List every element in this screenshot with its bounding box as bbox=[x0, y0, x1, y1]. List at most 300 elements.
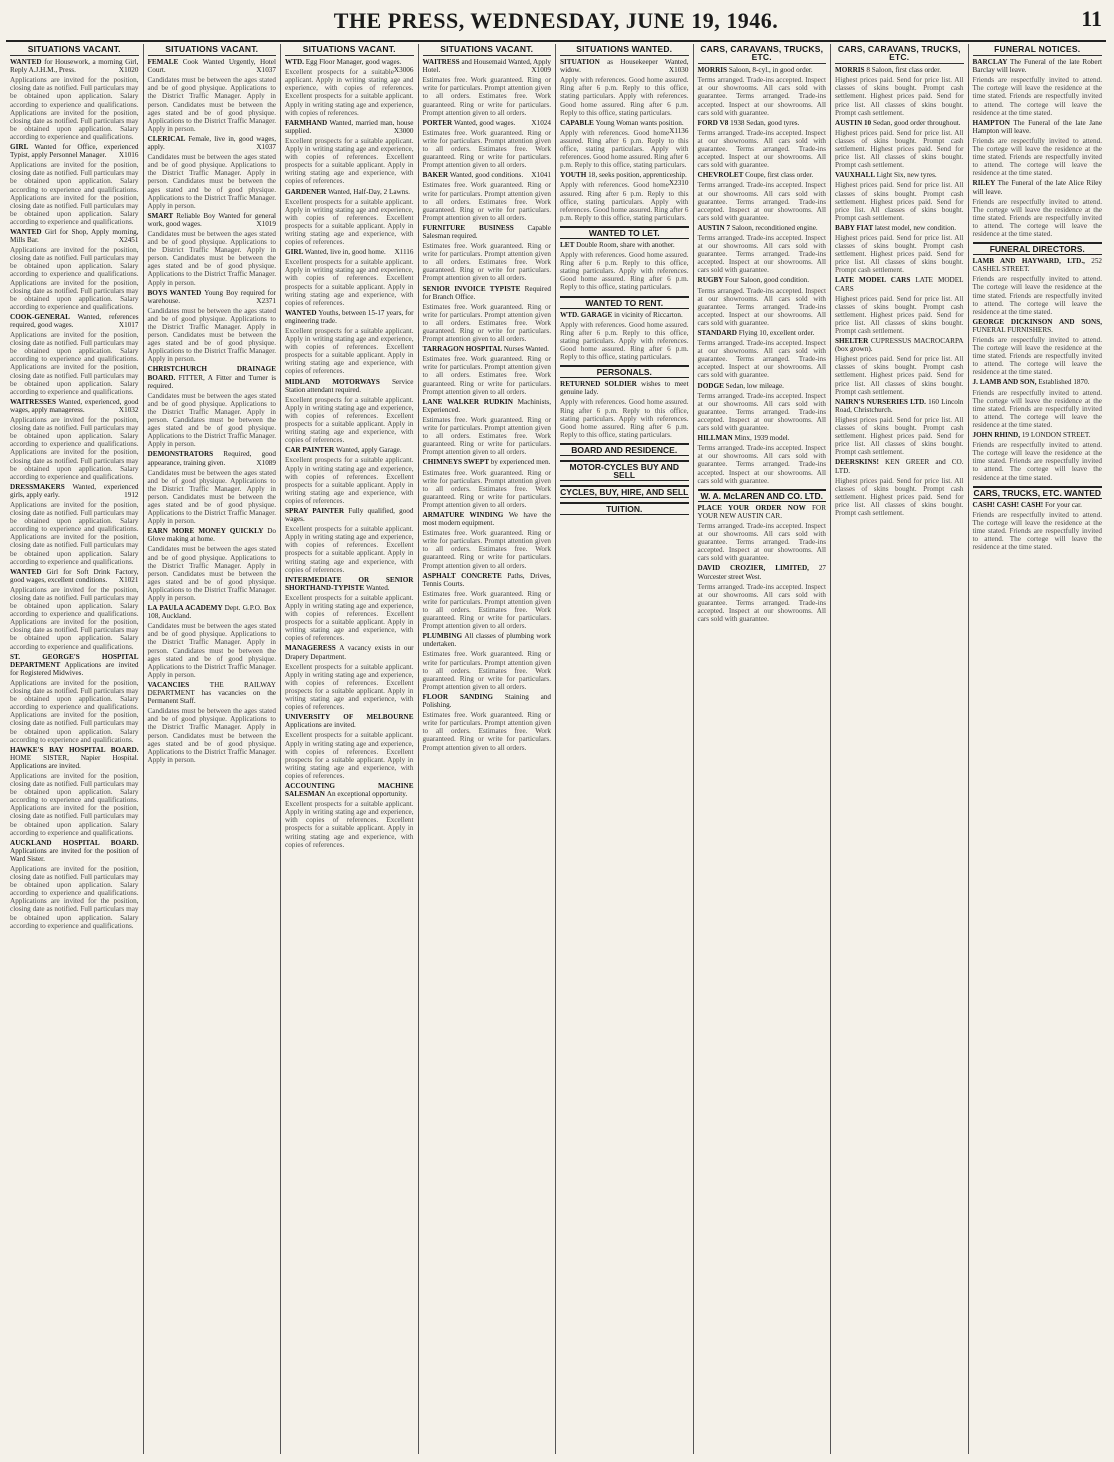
section-heading: WANTED TO RENT. bbox=[560, 296, 689, 309]
ad-body: Applications are invited for the position, closing date as notified. Full particulars may be obtained upon application. Salary according to experience and qualifications. Applications are invited for the position, closing date as notified. Full particulars may be obtained upon application. Salary according to experience and qualifications. bbox=[10, 865, 139, 930]
column-1 bbox=[6, 44, 144, 1454]
ad-body: Candidates must be between the ages stated and be of good physique. Applications to the District Traffic Manager. Apply in person. Candidates must be between the ages stated and be of good physique. Applications to the District Traffic Manager. Apply in person. bbox=[147, 76, 276, 133]
ad-lead: STANDARD bbox=[697, 329, 739, 337]
classified-ad bbox=[285, 713, 414, 729]
classified-ad bbox=[973, 58, 1103, 74]
ad-text: Established 1870. bbox=[1038, 378, 1090, 387]
ad-lead: DODGE bbox=[697, 381, 726, 390]
ad-ref: 1912 bbox=[124, 490, 139, 499]
ad-lead: JOHN RHIND, bbox=[972, 431, 1022, 440]
ad-body: Terms arranged. Trade-ins accepted. Inspect at our showrooms. All cars sold with guarantee. Terms arranged. Trade-ins accepted. Inspect at our showrooms. All cars sold with guarantee. bbox=[697, 339, 826, 380]
ad-ref: X1041 bbox=[531, 171, 551, 180]
ad-text: Light Six, new tyres. bbox=[876, 171, 937, 180]
ad-body: Friends are respectfully invited to attend. The cortege will leave the residence at the time stated. Friends are respectfully invited to attend. The cortege will leave the residence at the time stated. bbox=[972, 76, 1102, 117]
ad-text: All classes of plumbing work undertaken. bbox=[422, 632, 551, 649]
ad-text: Girl for Soft Drink Factory, good wages, excellent conditions. bbox=[10, 567, 139, 584]
ad-text: LATE MODEL CARS bbox=[835, 276, 964, 293]
ad-ref: X3000 bbox=[393, 126, 414, 135]
ad-body: Highest prices paid. Send for price list. All classes of skins bought. Prompt cash settlement. Highest prices paid. Send for price list. All classes of skins bought. Prompt cash settlement. bbox=[835, 233, 964, 275]
section-heading: TUITION. bbox=[560, 502, 689, 515]
classified-ad bbox=[10, 398, 139, 414]
ad-text: Young Woman wants position. bbox=[595, 118, 684, 127]
ad-ref: X1020 bbox=[118, 66, 139, 75]
ad-text: Reliable Boy Wanted for general work, good wages. bbox=[147, 211, 277, 228]
classified-ad bbox=[148, 604, 277, 620]
ad-body: Apply with references. Good home assured. Ring after 6 p.m. Reply to this office, stating particulars. Apply with references. Good home assured. Ring after 6 p.m. Reply to this office, stating particulars. bbox=[560, 181, 689, 222]
ad-ref: X1032 bbox=[118, 405, 139, 414]
ad-lead: LATE MODEL CARS bbox=[835, 276, 916, 285]
classified-ad bbox=[10, 746, 139, 770]
ad-lead: CAR PAINTER bbox=[285, 446, 336, 455]
classified-ad bbox=[423, 171, 552, 179]
ad-lead: RUGBY bbox=[697, 276, 725, 285]
ad-lead: HAMPTON bbox=[972, 118, 1014, 127]
classified-ad bbox=[973, 431, 1103, 439]
column-6 bbox=[694, 44, 832, 1454]
classified-ad bbox=[973, 378, 1103, 386]
ad-body: Friends are respectfully invited to attend. The cortege will leave the residence at the time stated. Friends are respectfully invited to attend. The cortege will leave the residence at the time stated. bbox=[972, 275, 1102, 316]
classified-ad bbox=[10, 143, 139, 159]
ad-lead: UNIVERSITY OF MELBOURNE bbox=[285, 713, 414, 722]
classified-ad bbox=[973, 179, 1103, 195]
ad-ref: X1116 bbox=[394, 248, 414, 257]
section-heading: PERSONALS. bbox=[560, 365, 689, 378]
ad-body: Highest prices paid. Send for price list. All classes of skins bought. Prompt cash settlement. Highest prices paid. Send for price list. All classes of skins bought. Prompt cash settlement. bbox=[835, 415, 964, 457]
classified-ad bbox=[560, 380, 689, 396]
ad-body: Friends are respectfully invited to attend. The cortege will leave the residence at the time stated. Friends are respectfully invited to attend. The cortege will leave the residence at the time stated. bbox=[972, 441, 1102, 482]
ad-text: Double Room, share with another. bbox=[576, 240, 675, 249]
classified-ad bbox=[698, 171, 827, 179]
ad-lead: WANTED bbox=[10, 58, 45, 67]
classified-ad bbox=[698, 504, 827, 520]
ad-body: Applications are invited for the position, closing date as notified. Full particulars may be obtained upon application. Salary according to experience and qualifications. Applications are invited for the position, closing date as notified. Full particulars may be obtained upon application. Salary according to experience and qualifications. bbox=[10, 246, 139, 311]
ad-body: Estimates free. Work guaranteed. Ring or write for particulars. Prompt attention given to all orders. Estimates free. Work guaranteed. Ring or write for particulars. Prompt attention given to all orders. bbox=[422, 529, 551, 570]
ad-body: Terms arranged. Trade-ins accepted. Inspect at our showrooms. All cars sold with guarantee. Terms arranged. Trade-ins accepted. Inspect at our showrooms. All cars sold with guarantee. bbox=[697, 286, 826, 327]
ad-body: Estimates free. Work guaranteed. Ring or write for particulars. Prompt attention given to all orders. Estimates free. Work guaranteed. Ring or write for particulars. Prompt attention given to all orders. bbox=[422, 302, 551, 344]
classified-ad bbox=[560, 241, 689, 249]
ad-text: Capable Salesman required. bbox=[422, 223, 551, 240]
classified-ad bbox=[423, 285, 552, 301]
ad-lead: NAIRN'S NURSERIES LTD. bbox=[835, 397, 929, 406]
ad-text: FUNERAL FURNISHERS. bbox=[972, 325, 1053, 334]
ad-lead: DRESSMAKERS bbox=[10, 482, 73, 491]
ad-lead: RETURNED SOLDIER bbox=[560, 380, 642, 389]
ad-lead: VACANCIES bbox=[147, 680, 210, 689]
classified-ad bbox=[698, 564, 827, 580]
ad-text: Young Boy required for warehouse. bbox=[147, 288, 276, 305]
classified-ad bbox=[148, 58, 277, 74]
ad-lead: CHIMNEYS SWEPT bbox=[422, 458, 491, 467]
ad-text: Sedan, low mileage. bbox=[725, 381, 784, 390]
ad-lead: MORRIS bbox=[835, 66, 867, 75]
ad-ref: X1037 bbox=[256, 143, 276, 152]
ad-text: as Housekeeper Wanted, widow. bbox=[560, 58, 689, 75]
classified-ad bbox=[835, 224, 964, 232]
ad-body: Applications are invited for the position, closing date as notified. Full particulars may be obtained upon application. Salary according to experience and qualifications. Applications are invited for the position, closing date as notified. Full particulars may be obtained upon application. Salary according to experience and qualifications. bbox=[10, 161, 139, 226]
ad-body: Candidates must be between the ages stated and be of good physique. Applications to the District Traffic Manager. Apply in person. Candidates must be between the ages stated and be of good physique. Applications to the District Traffic Manager. Apply in person. bbox=[147, 707, 276, 764]
classified-ad bbox=[973, 119, 1103, 135]
ad-body: Apply with references. Good home assured. Ring after 6 p.m. Reply to this office, stating particulars. Apply with references. Good home assured. Ring after 6 p.m. Reply to this office, stating particulars. bbox=[560, 251, 689, 292]
ad-lead: LA PAULA ACADEMY bbox=[147, 604, 225, 613]
ad-body: Estimates free. Work guaranteed. Ring or write for particulars. Prompt attention given to all orders. Estimates free. Work guaranteed. Ring or write for particulars. Prompt attention given to all orders. bbox=[422, 711, 551, 752]
classified-ad bbox=[835, 276, 964, 292]
ad-text: An exceptional opportunity. bbox=[326, 790, 408, 799]
classified-ad bbox=[285, 119, 414, 135]
classified-ad bbox=[285, 782, 414, 798]
ad-body: Excellent prospects for a suitable applicant. Apply in writing stating age and experience, with copies of references. Excellent prospects for a suitable applicant. Apply in writing stating age and experience, with copies of references. bbox=[285, 593, 414, 643]
ad-body: Terms arranged. Trade-ins accepted. Inspect at our showrooms. All cars sold with guarantee. Terms arranged. Trade-ins accepted. Inspect at our showrooms. All cars sold with guarantee. bbox=[697, 521, 826, 563]
ad-body: Apply with references. Good home assured. Ring after 6 p.m. Reply to this office, stating particulars. Apply with references. Good home assured. Ring after 6 p.m. Reply to this office, stating particulars. bbox=[560, 320, 689, 362]
ad-body: Estimates free. Work guaranteed. Ring or write for particulars. Prompt attention given to all orders. Estimates free. Work guaranteed. Ring or write for particulars. Prompt attention given to all orders. bbox=[422, 181, 551, 222]
ad-ref: X1136 bbox=[669, 126, 689, 135]
ad-body: Highest prices paid. Send for price list. All classes of skins bought. Prompt cash settlement. Highest prices paid. Send for price list. All classes of skins bought. Prompt cash settlement. bbox=[835, 76, 964, 117]
classified-ad bbox=[698, 434, 827, 442]
ad-text: Saloon, reconditioned engine. bbox=[731, 223, 818, 232]
ad-text: Youths, between 15-17 years, for engineering trade. bbox=[285, 308, 414, 325]
ad-lead: FORD V8 bbox=[697, 118, 731, 127]
ad-text: CUPRESSUS MACROCARPA (box grown). bbox=[835, 337, 964, 354]
ad-lead: AUSTIN 7 bbox=[697, 223, 732, 232]
ad-lead: WANTED bbox=[10, 227, 45, 236]
ad-lead: ARMATURE WINDING bbox=[422, 510, 509, 519]
column-heading: SITUATIONS WANTED. bbox=[560, 44, 689, 56]
classified-ad bbox=[423, 119, 552, 127]
ad-lead: AUCKLAND HOSPITAL BOARD. bbox=[10, 838, 139, 847]
ad-lead: AUSTIN 10 bbox=[835, 118, 873, 127]
classified-ad bbox=[285, 576, 414, 592]
ad-text: Wanted, good conditions. bbox=[449, 171, 524, 180]
ad-lead: BABY FIAT bbox=[835, 223, 875, 232]
ad-lead: LANE WALKER RUDKIN bbox=[422, 397, 518, 406]
column-2 bbox=[144, 44, 282, 1454]
ad-lead: INTERMEDIATE OR SENIOR SHORTHAND-TYPISTE bbox=[285, 575, 414, 592]
ad-body: Applications are invited for the position, closing date as notified. Full particulars may be obtained upon application. Salary according to experience and qualifications. Applications are invited for the position, closing date as notified. Full particulars may be obtained upon application. Salary according to experience and qualifications. bbox=[10, 500, 139, 566]
ad-text: Service Station attendant required. bbox=[285, 377, 414, 394]
ad-text: Applications are invited for Registered Midwives. bbox=[10, 660, 139, 677]
classified-ad bbox=[10, 313, 139, 329]
ad-text: Coupe, first class order. bbox=[745, 171, 814, 180]
ad-lead: SPRAY PAINTER bbox=[285, 506, 349, 515]
classified-ad bbox=[148, 681, 277, 705]
ad-body: Candidates must be between the ages stated and be of good physique. Applications to the District Traffic Manager. Apply in person. Candidates must be between the ages stated and be of good physique. Applications to the District Traffic Manager. Apply in person. bbox=[147, 622, 276, 679]
column-heading: SITUATIONS VACANT. bbox=[285, 44, 414, 56]
ad-text: Applications are invited for the position of Ward Sister. bbox=[10, 846, 139, 863]
ad-lead: PLUMBING bbox=[422, 632, 465, 641]
ad-text: Paths, Drives, Tennis Courts. bbox=[422, 571, 551, 588]
ad-lead: MANAGERESS bbox=[285, 644, 340, 653]
ad-text: Nurses Wanted. bbox=[503, 345, 549, 354]
page-number: 11 bbox=[1081, 6, 1102, 31]
ad-lead: BOYS WANTED bbox=[147, 288, 205, 297]
ad-ref: X1019 bbox=[256, 219, 276, 228]
ad-text: Machinists, Experienced. bbox=[422, 397, 551, 414]
ad-text: A vacancy exists in our Drapery Department. bbox=[285, 644, 414, 661]
column-heading: CARS, CARAVANS, TRUCKS, ETC. bbox=[835, 44, 964, 64]
ad-text: Required for Branch Office. bbox=[422, 284, 551, 301]
ad-lead: PLACE YOUR ORDER NOW bbox=[697, 503, 813, 512]
ad-text: in vicinity of Riccarton. bbox=[614, 310, 683, 319]
ad-text: Fully qualified, good wages. bbox=[285, 506, 414, 524]
ad-body: Estimates free. Work guaranteed. Ring or write for particulars. Prompt attention given to all orders. Estimates free. Work guaranteed. Ring or write for particulars. Prompt attention given to all orders. bbox=[422, 355, 551, 396]
classified-ad bbox=[148, 365, 277, 389]
ad-lead: CHRISTCHURCH DRAINAGE BOARD. bbox=[147, 365, 276, 382]
classified-ad bbox=[423, 511, 552, 527]
ad-body: Estimates free. Work guaranteed. Ring or write for particulars. Prompt attention given to all orders. Estimates free. Work guaranteed. Ring or write for particulars. Prompt attention given to all orders. bbox=[422, 76, 551, 117]
classified-columns bbox=[6, 44, 1106, 1454]
ad-text: Wanted, apply Garage. bbox=[335, 446, 402, 455]
classified-ad bbox=[10, 839, 139, 863]
classified-ad bbox=[835, 66, 964, 74]
ad-ref: X2310 bbox=[668, 179, 689, 188]
ad-text: latest model, new condition. bbox=[874, 223, 957, 232]
ad-lead: EARN MORE MONEY QUICKLY bbox=[147, 527, 268, 536]
classified-ad bbox=[423, 572, 552, 588]
ad-body: Apply with references. Good home assured. Ring after 6 p.m. Reply to this office, stating particulars. Apply with references. Good home assured. Ring after 6 p.m. Reply to this office, stating particulars. bbox=[560, 76, 689, 117]
ad-text: Sedan, good order throughout. bbox=[872, 118, 961, 127]
ad-body: Excellent prospects for a suitable applicant. Apply in writing stating age and experience, with copies of references. Excellent prospects for a suitable applicant. Apply in writing stating age and experience, with copies of references. bbox=[285, 395, 414, 445]
ad-lead: CASH! CASH! CASH! bbox=[972, 500, 1045, 509]
ad-lead: FLOOR SANDING bbox=[422, 692, 505, 701]
ad-body: Estimates free. Work guaranteed. Ring or write for particulars. Prompt attention given to all orders. Estimates free. Work guaranteed. Ring or write for particulars. Prompt attention given to all orders. bbox=[422, 650, 551, 691]
ad-lead: BAKER bbox=[422, 171, 450, 180]
ad-text: Wanted, live in, good home. bbox=[304, 248, 386, 257]
ad-ref: X1037 bbox=[256, 66, 276, 75]
ad-lead: ACCOUNTING MACHINE SALESMAN bbox=[285, 781, 414, 799]
ad-lead: CAPABLE bbox=[560, 118, 596, 127]
ad-text: KEN GREER and CO. LTD. bbox=[835, 458, 964, 475]
classified-ad bbox=[10, 568, 139, 584]
ad-text: Egg Floor Manager, good wages. bbox=[305, 58, 402, 67]
ad-lead: HILLMAN bbox=[697, 434, 735, 443]
ad-body: Excellent prospects for a suitable applicant. Apply in writing stating age and experience, with copies of references. Excellent prospects for a suitable applicant. Apply in writing stating age and experience, with copies of references. bbox=[285, 456, 414, 505]
ad-lead: HAWKE'S BAY HOSPITAL BOARD. bbox=[10, 745, 139, 754]
ad-text: The Funeral of the late Robert Barclay will leave. bbox=[972, 58, 1102, 75]
section-heading: MOTOR-CYCLES BUY AND SELL bbox=[560, 460, 689, 481]
classified-ad bbox=[423, 458, 552, 466]
classified-ad bbox=[560, 118, 689, 135]
ad-body: Applications are invited for the position, closing date as notified. Full particulars may be obtained upon application. Salary according to experience and qualifications. Applications are invited for the position, closing date as notified. Full particulars may be obtained upon application. Salary according to experience and qualifications. bbox=[10, 585, 139, 651]
classified-ad bbox=[148, 450, 277, 466]
ad-body: Highest prices paid. Send for price list. All classes of skins bought. Prompt cash settlement. Highest prices paid. Send for price list. All classes of skins bought. Prompt cash settlement. bbox=[835, 355, 964, 396]
ad-lead: FARMHAND bbox=[285, 118, 330, 127]
ad-ref: X3006 bbox=[393, 66, 414, 75]
ad-text: Saloon, 8-cyl., in good order. bbox=[728, 66, 813, 75]
ad-lead: FURNITURE BUSINESS bbox=[422, 223, 528, 232]
ad-text: and Housemaid Wanted, Apply Hotel. bbox=[422, 58, 552, 75]
column-heading: CARS, CARAVANS, TRUCKS, ETC. bbox=[698, 44, 827, 64]
section-heading: FUNERAL DIRECTORS. bbox=[973, 242, 1103, 255]
ad-lead: GIRL bbox=[10, 143, 35, 152]
classified-ad bbox=[973, 257, 1103, 273]
section-heading: W. A. McLAREN AND CO. LTD. bbox=[698, 489, 827, 502]
classified-ad bbox=[148, 527, 277, 543]
ad-ref: X1021 bbox=[118, 575, 139, 584]
ad-body: Estimates free. Work guaranteed. Ring or write for particulars. Prompt attention given to all orders. Estimates free. Work guaranteed. Ring or write for particulars. Prompt attention given to all orders. bbox=[422, 468, 551, 509]
classified-ad bbox=[698, 329, 827, 337]
classified-ad bbox=[285, 644, 414, 660]
classified-ad bbox=[10, 58, 139, 74]
ad-lead: WAITRESS bbox=[422, 58, 462, 67]
ad-text: We have the most modern equipment. bbox=[422, 510, 552, 528]
ad-lead: TARRAGON HOSPITAL bbox=[422, 345, 504, 354]
ad-body: Estimates free. Work guaranteed. Ring or write for particulars. Prompt attention given to all orders. Estimates free. Work guaranteed. Ring or write for particulars. Prompt attention given to all orders. bbox=[422, 415, 551, 457]
ad-text: Do Glove making at home. bbox=[147, 527, 276, 544]
ad-body: Applications are invited for the position, closing date as notified. Full particulars may be obtained upon application. Salary according to experience and qualifications. Applications are invited for the position, closing date as notified. Full particulars may be obtained upon application. Salary according to experience and qualifications. bbox=[10, 771, 139, 837]
ad-text: Wanted, good wages. bbox=[454, 118, 516, 127]
classified-ad bbox=[10, 228, 139, 244]
ad-text: 18, seeks position, apprenticeship. bbox=[588, 171, 687, 180]
ad-text: The Funeral of the late Alice Riley will leave. bbox=[972, 179, 1103, 196]
ad-body: Excellent prospects for a suitable applicant. Apply in writing stating age and experience, with copies of references. Excellent prospects for a suitable applicant. Apply in writing stating age and experience, with copies of references. bbox=[285, 68, 414, 117]
ad-body: Highest prices paid. Send for price list. All classes of skins bought. Prompt cash settlement. Highest prices paid. Send for price list. All classes of skins bought. Prompt cash settlement. bbox=[835, 128, 964, 170]
classified-ad bbox=[423, 224, 552, 240]
column-8 bbox=[969, 44, 1107, 1454]
ad-body: Friends are respectfully invited to attend. The cortege will leave the residence at the time stated. Friends are respectfully invited to attend. The cortege will leave the residence at the time stated. bbox=[972, 197, 1102, 238]
ad-text: Wanted, experienced, good wages, apply manageress. bbox=[10, 397, 139, 414]
ad-text: Wanted, married man, house supplied. bbox=[285, 118, 414, 135]
ad-body: Candidates must be between the ages stated and be of good physique. Applications to the District Traffic Manager. Apply in person. Candidates must be between the ages stated and be of good physique. Applications to the District Traffic Manager. Apply in person. bbox=[147, 468, 276, 526]
ad-text: Required, good appearance, training given. bbox=[147, 450, 276, 467]
ad-text: Applications are invited. bbox=[285, 721, 356, 730]
ad-body: Excellent prospects for a suitable applicant. Apply in writing stating age and experience, with copies of references. Excellent prospects for a suitable applicant. Apply in writing stating age and experience, with copies of references. bbox=[285, 258, 414, 307]
ad-text: 1938 Sedan, good tyres. bbox=[730, 118, 800, 127]
ad-lead: WTD. GARAGE bbox=[560, 310, 615, 319]
ad-body: Estimates free. Work guaranteed. Ring or write for particulars. Prompt attention given to all orders. Estimates free. Work guaranteed. Ring or write for particulars. Prompt attention given to all orders. bbox=[422, 128, 551, 170]
ad-lead: SENIOR INVOICE TYPISTE bbox=[422, 284, 525, 293]
classified-ad bbox=[698, 119, 827, 127]
ad-ref: X1089 bbox=[256, 458, 276, 467]
ad-body: Applications are invited for the position, closing date as notified. Full particulars may be obtained upon application. Salary according to experience and qualifications. Applications are invited for the position, closing date as notified. Full particulars may be obtained upon application. Salary according to experience and qualifications. bbox=[10, 76, 139, 141]
classified-ad bbox=[148, 289, 277, 305]
ad-text: by experienced men. bbox=[490, 458, 551, 467]
ad-body: Excellent prospects for a suitable applicant. Apply in writing stating age and experience, with copies of references. Excellent prospects for a suitable applicant. Apply in writing stating age and experience, with copies of references. bbox=[285, 731, 414, 780]
ad-lead: ST. GEORGE'S HOSPITAL DEPARTMENT bbox=[10, 652, 139, 669]
ad-lead: WANTED bbox=[285, 308, 319, 317]
ad-body: Candidates must be between the ages stated and be of good physique. Applications to the District Traffic Manager. Apply in person. Candidates must be between the ages stated and be of good physique. Applications to the District Traffic Manager. Apply in person. bbox=[147, 306, 276, 364]
classified-ad bbox=[10, 653, 139, 677]
ad-lead: J. LAMB AND SON, bbox=[972, 378, 1039, 387]
ad-text: Girl for Shop, Apply morning, Mills Bar. bbox=[10, 227, 139, 245]
column-heading: SITUATIONS VACANT. bbox=[148, 44, 277, 56]
ad-lead: YOUTH bbox=[560, 171, 589, 180]
ad-body: Friends are respectfully invited to attend. The cortege will leave the residence at the time stated. Friends are respectfully invited to attend. The cortege will leave the residence at the time stated. bbox=[972, 136, 1102, 178]
ad-body: Excellent prospects for a suitable applicant. Apply in writing stating age and experience, with copies of references. Excellent prospects for a suitable applicant. Apply in writing stating age and experience, with copies of references. bbox=[285, 327, 414, 376]
ad-body: Excellent prospects for a suitable applicant. Apply in writing stating age and experience, with copies of references. Excellent prospects for a suitable applicant. Apply in writing stating age and experience, with copies of references. bbox=[285, 800, 414, 849]
ad-body: Excellent prospects for a suitable applicant. Apply in writing stating age and experience, with copies of references. Excellent prospects for a suitable applicant. Apply in writing stating age and experience, with copies of references. bbox=[285, 197, 414, 247]
ad-text: Flying 10, excellent order. bbox=[738, 329, 815, 337]
classified-ad bbox=[423, 398, 552, 414]
ad-text: FITTER, A Fitter and Turner is required. bbox=[147, 373, 276, 390]
ad-lead: WAITRESSES bbox=[10, 397, 59, 406]
ad-text: Dept. G.P.O. Box 108, Auckland. bbox=[147, 604, 276, 621]
ad-lead: WANTED bbox=[10, 567, 47, 576]
ad-lead: SMART bbox=[147, 211, 177, 220]
ad-text: Cook Wanted Urgently, Hotel Court. bbox=[147, 58, 276, 75]
ad-body: Apply with references. Good home assured. Ring after 6 p.m. Reply to this office, stating particulars. Apply with references. Good home assured. Ring after 6 p.m. Reply to this office, stating particulars. bbox=[560, 398, 689, 439]
ad-body: Terms arranged. Trade-ins accepted. Inspect at our showrooms. All cars sold with guarantee. Terms arranged. Trade-ins accepted. Inspect at our showrooms. All cars sold with guarantee. bbox=[697, 391, 826, 433]
classified-ad bbox=[148, 212, 277, 228]
ad-lead: DAVID CROZIER, LIMITED, bbox=[697, 564, 819, 573]
ad-ref: X1024 bbox=[531, 118, 551, 127]
classified-ad bbox=[973, 318, 1103, 334]
ad-body: Friends are respectfully invited to attend. The cortege will leave the residence at the time stated. Friends are respectfully invited to attend. The cortege will leave the residence at the time stated. bbox=[972, 510, 1102, 552]
ad-ref: X2451 bbox=[118, 236, 139, 245]
column-heading: FUNERAL NOTICES. bbox=[973, 44, 1103, 56]
ad-text: HOME SISTER, Napier Hospital. Applications are invited. bbox=[10, 753, 139, 770]
ad-text: Wanted, references required, good wages. bbox=[10, 312, 139, 329]
classified-ad bbox=[285, 446, 414, 454]
ad-body: Excellent prospects for a suitable applicant. Apply in writing stating age and experience, with copies of references. Excellent prospects for a suitable applicant. Apply in writing stating age and experience, with copies of references. bbox=[285, 136, 414, 186]
ad-body: Estimates free. Work guaranteed. Ring or write for particulars. Prompt attention given to all orders. Estimates free. Work guaranteed. Ring or write for particulars. Prompt attention given to all orders. bbox=[422, 589, 551, 631]
ad-body: Candidates must be between the ages stated and be of good physique. Applications to the District Traffic Manager. Apply in person. Candidates must be between the ages stated and be of good physique. Applications to the District Traffic Manager. Apply in person. bbox=[147, 545, 276, 602]
ad-text: Wanted. bbox=[366, 583, 390, 592]
ad-text: 160 Lincoln Road, Christchurch. bbox=[835, 397, 964, 414]
ad-lead: LAMB AND HAYWARD, LTD., bbox=[972, 257, 1092, 266]
classified-ad bbox=[698, 224, 827, 232]
classified-ad bbox=[10, 483, 139, 499]
classified-ad bbox=[423, 693, 552, 709]
ad-body: Highest prices paid. Send for price list. All classes of skins bought. Prompt cash settlement. Highest prices paid. Send for price list. All classes of skins bought. Prompt cash settlement. bbox=[835, 181, 964, 222]
ad-text: Wanted, Half-Day, 2 Lawns. bbox=[327, 187, 410, 196]
ad-text: 8 Saloon, first class order. bbox=[866, 66, 942, 75]
ad-text: Staining and Polishing. bbox=[422, 692, 551, 710]
ad-lead: PORTER bbox=[422, 118, 454, 127]
classified-ad bbox=[285, 58, 414, 75]
ad-body: Applications are invited for the position, closing date as notified. Full particulars may be obtained upon application. Salary according to experience and qualifications. Applications are invited for the position, closing date as notified. Full particulars may be obtained upon application. Salary according to experience and qualifications. bbox=[10, 416, 139, 481]
ad-lead: FEMALE bbox=[147, 58, 183, 67]
ad-lead: GEORGE DICKINSON AND SONS, bbox=[972, 317, 1102, 326]
ad-lead: CHEVROLET bbox=[697, 171, 746, 180]
ad-body: Terms arranged. Trade-ins accepted. Inspect at our showrooms. All cars sold with guarantee. Terms arranged. Trade-ins accepted. Inspect at our showrooms. All cars sold with guarantee. bbox=[697, 128, 826, 170]
classified-ad bbox=[560, 171, 689, 188]
ad-body: Applications are invited for the position, closing date as notified. Full particulars may be obtained upon application. Salary according to experience and qualifications. Applications are invited for the position, closing date as notified. Full particulars may be obtained upon application. Salary according to experience and qualifications. bbox=[10, 331, 139, 396]
classified-ad bbox=[148, 135, 277, 151]
classified-ad bbox=[835, 171, 964, 179]
section-heading: WANTED TO LET. bbox=[560, 226, 689, 239]
classified-ad bbox=[973, 501, 1103, 509]
ad-text: Wanted, experienced girls, apply early. bbox=[10, 482, 139, 499]
classified-ad bbox=[835, 337, 964, 353]
classified-ad bbox=[835, 398, 964, 414]
ad-text: for Housework, a morning Girl, Reply A.J.H.M., Press. bbox=[10, 58, 139, 75]
ad-lead: MIDLAND MOTORWAYS bbox=[285, 377, 392, 386]
ad-body: Terms arranged. Trade-ins accepted. Inspect at our showrooms. All cars sold with guarantee. Terms arranged. Trade-ins accepted. Inspect at our showrooms. All cars sold with guarantee. bbox=[697, 76, 826, 117]
ad-ref: X1009 bbox=[531, 66, 551, 75]
ad-text: The Funeral of the late Jane Hampton will leave. bbox=[972, 118, 1103, 135]
classified-ad bbox=[835, 119, 964, 127]
ad-text: FOR YOUR NEW AUSTIN CAR. bbox=[697, 503, 826, 520]
ad-lead: MORRIS bbox=[697, 66, 729, 75]
ad-lead: GIRL bbox=[285, 248, 305, 257]
classified-ad bbox=[835, 458, 964, 474]
ad-body: Candidates must be between the ages stated and be of good physique. Applications to the District Traffic Manager. Apply in person. Candidates must be between the ages stated and be of good physique. Applications to the District Traffic Manager. Apply in person. bbox=[147, 229, 276, 287]
ad-text: Wanted for Office, experienced Typist, apply Personnel Manager. bbox=[10, 143, 139, 160]
ad-body: Apply with references. Good home assured. Ring after 6 p.m. Reply to this office, stating particulars. Apply with references. Good home assured. Ring after 6 p.m. Reply to this office, stating particulars. bbox=[560, 128, 689, 170]
ad-text: Female, live in, good wages, apply. bbox=[147, 134, 276, 152]
ad-lead: WTD. bbox=[285, 58, 306, 67]
classified-ad bbox=[285, 248, 414, 256]
ad-lead: CLERICAL bbox=[147, 134, 189, 143]
ad-lead: SHELTER bbox=[835, 337, 871, 346]
ad-body: Terms arranged. Trade-ins accepted. Inspect at our showrooms. All cars sold with guarantee. Terms arranged. Trade-ins accepted. Inspect at our showrooms. All cars sold with guarantee. bbox=[697, 444, 826, 485]
section-heading: BOARD AND RESIDENCE. bbox=[560, 443, 689, 456]
ad-body: Excellent prospects for a suitable applicant. Apply in writing stating age and experience, with copies of references. Excellent prospects for a suitable applicant. Apply in writing stating age and experience, with copies of references. bbox=[285, 662, 414, 712]
ad-lead: RILEY bbox=[972, 179, 998, 188]
ad-ref: X1017 bbox=[118, 321, 139, 329]
column-heading: SITUATIONS VACANT. bbox=[423, 44, 552, 56]
ad-body: Highest prices paid. Send for price list. All classes of skins bought. Prompt cash settlement. Highest prices paid. Send for price list. All classes of skins bought. Prompt cash settlement. bbox=[835, 476, 964, 517]
classified-ad bbox=[285, 309, 414, 325]
